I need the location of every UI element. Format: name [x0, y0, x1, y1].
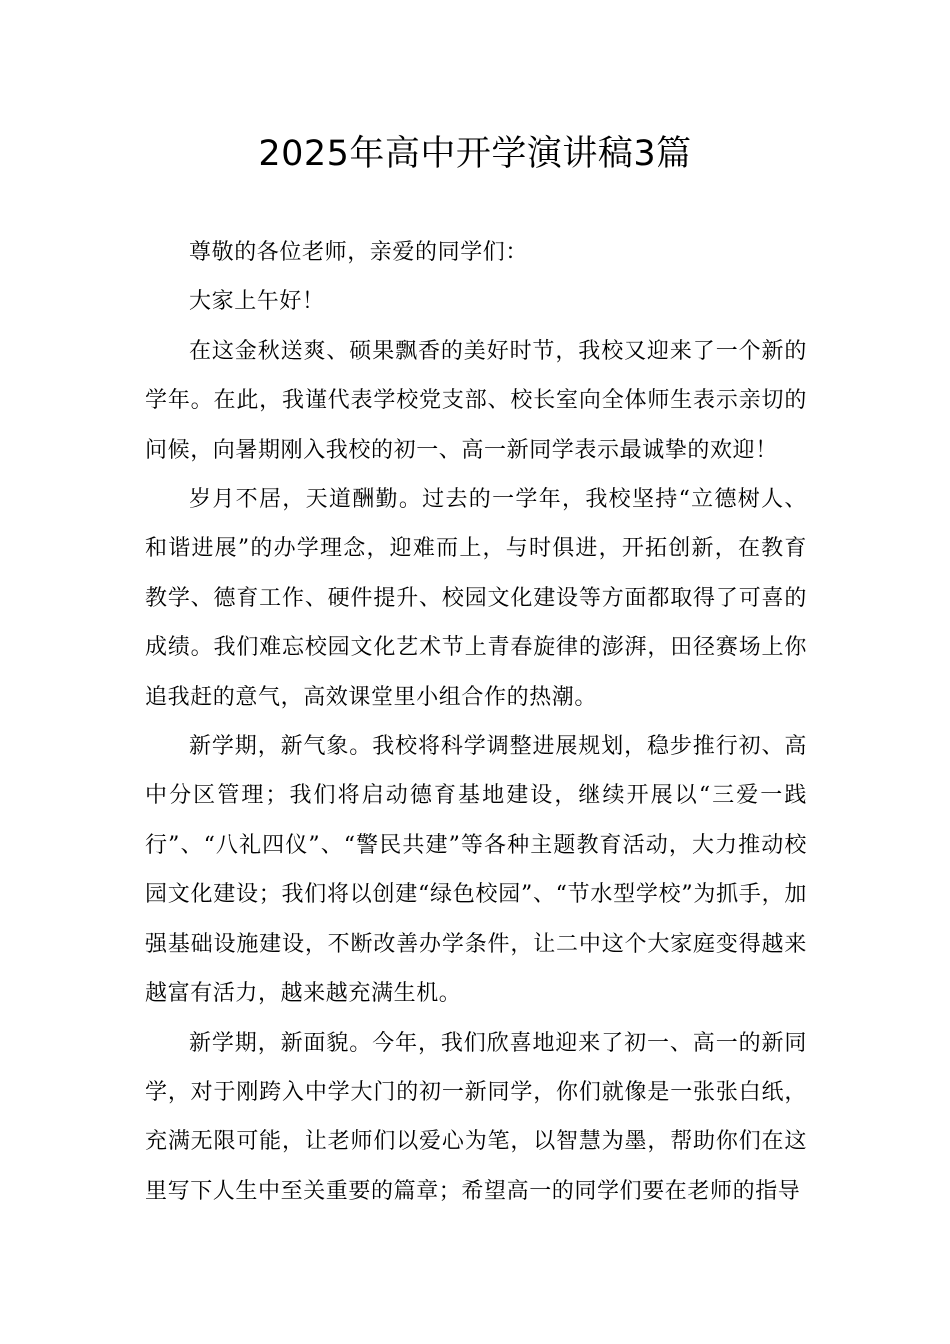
body-paragraph: 新学期，新气象。我校将科学调整进展规划，稳步推行初、高中分区管理；我们将启动德育基地建设，继续开展以“三爱一践行”、“八礼四仪”、“警民共建”等各种主题教育活动，大力推动校园文化建设；我们将以创建“绿色校园”、“节水型学校”为抓手，加强基础设施建设，不断改善办学条件，让二中这个大家庭变得越来越富有活力，越来越充满生机。 [145, 734, 807, 1007]
greeting-paragraph: 大家上午好！ [189, 289, 325, 315]
body-paragraph: 在这金秋送爽、硕果飘香的美好时节，我校又迎来了一个新的学年。在此，我谨代表学校党支部、校长室向全体师生表示亲切的问候，向暑期刚入我校的初一、高一新同学表示最诚挚的欢迎！ [145, 338, 807, 463]
salutation-paragraph: 尊敬的各位老师，亲爱的同学们： [189, 240, 529, 265]
document-title: 2025年高中开学演讲稿3篇 [258, 134, 692, 174]
document-body [145, 228, 807, 1216]
body-paragraph: 新学期，新面貌。今年，我们欣喜地迎来了初一、高一的新同学，对于刚跨入中学大门的初一新同学，你们就像是一张张白纸，充满无限可能，让老师们以爱心为笔，以智慧为墨，帮助你们在这里写下人生中至关重要的篇章；希望高一的同学们要在老师的指导 [145, 1030, 807, 1204]
body-paragraph: 岁月不居，天道酬勤。过去的一学年，我校坚持“立德树人、和谐进展”的办学理念，迎难而上，与时俱进，开拓创新，在教育教学、德育工作、硬件提升、校园文化建设等方面都取得了可喜的成绩。我们难忘校园文化艺术节上青春旋律的澎湃，田径赛场上你追我赶的意气，高效课堂里小组合作的热潮。 [145, 487, 807, 710]
